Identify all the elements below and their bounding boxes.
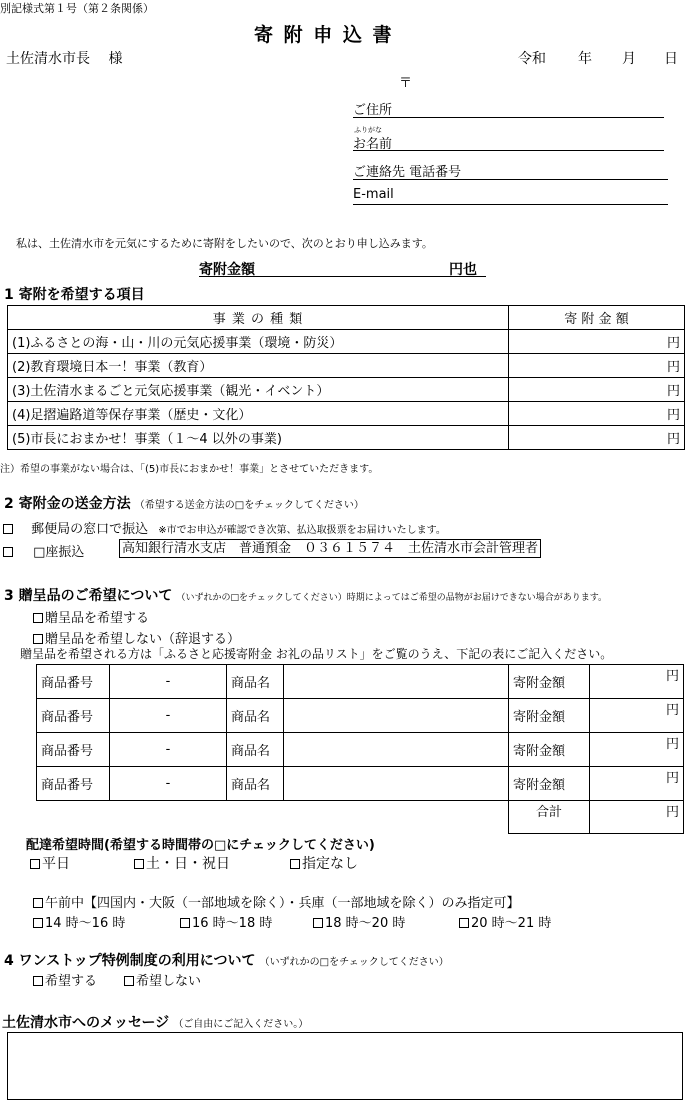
slot-label: 14 時～16 時 <box>45 916 126 931</box>
amount-cell[interactable]: 円 <box>509 354 685 378</box>
amount-cell[interactable]: 円 <box>509 402 685 426</box>
project-label: (1)ふるさとの海・山・川の元気応援事業（環境・防災） <box>8 330 509 354</box>
product-no-label: 商品番号 <box>37 767 110 801</box>
project-label: (3)土佐清水まるごと元気応援事業（観光・イベント） <box>8 378 509 402</box>
email-field[interactable] <box>353 187 668 205</box>
section2-heading: 2 寄附金の送金方法 <box>4 496 131 512</box>
table-row <box>37 733 684 767</box>
no-preference-label: 指定なし <box>302 856 358 872</box>
name-field[interactable] <box>353 133 664 151</box>
bank-option[interactable] <box>3 541 84 560</box>
morning-checkbox[interactable] <box>33 898 43 908</box>
gift-table <box>36 664 684 834</box>
gift-amount-input[interactable]: 円 <box>590 767 684 801</box>
intro-text: 私は、土佐清水市を元気にするために寄附をしたいので、次のとおり申し込みます。 <box>16 237 433 250</box>
product-name-input[interactable] <box>284 733 509 767</box>
product-no-input[interactable]: - <box>110 699 227 733</box>
name-ruby: ふりがな <box>354 126 382 134</box>
postal-option[interactable] <box>3 518 446 537</box>
onestop-yes-checkbox[interactable] <box>33 976 43 986</box>
product-name-label: 商品名 <box>227 733 284 767</box>
onestop-yes-option[interactable] <box>33 970 97 989</box>
slot-option[interactable] <box>459 912 551 931</box>
slot-checkbox[interactable] <box>180 918 190 928</box>
product-name-label: 商品名 <box>227 767 284 801</box>
message-heading: 土佐清水市へのメッセージ <box>2 1015 170 1031</box>
product-no-input[interactable]: - <box>110 665 227 699</box>
date-year: 年 <box>578 51 592 67</box>
gift-want-label: 贈呈品を希望する <box>45 611 150 626</box>
bank-account-box: 高知銀行清水支店 普通預金 ０３６１５７４ 土佐清水市会計管理者 <box>119 539 541 558</box>
section1-note: 注）希望の事業がない場合は、「(5)市長におまかせ！事業」とさせていただきます。 <box>0 464 379 475</box>
bank-checkbox[interactable] <box>3 547 13 557</box>
product-name-input[interactable] <box>284 699 509 733</box>
table-row <box>8 402 685 426</box>
gift-amount-label: 寄附金額 <box>509 767 590 801</box>
postal-mark: 〒 <box>399 76 413 91</box>
weekend-label: 土・日・祝日 <box>146 856 230 872</box>
delivery-weekday[interactable] <box>30 853 70 873</box>
addressee: 土佐清水市長 様 <box>6 51 123 67</box>
date-day: 日 <box>664 51 678 67</box>
onestop-no-checkbox[interactable] <box>124 976 134 986</box>
slot-option[interactable] <box>313 912 405 931</box>
gift-decline-label: 贈呈品を希望しない（辞退する） <box>45 632 241 647</box>
date-era: 令和 <box>518 51 546 67</box>
postal-option-note: ※市でお申込が確認でき次第、払込取扱票をお届けいたします。 <box>158 525 446 536</box>
weekday-label: 平日 <box>42 856 70 872</box>
postal-checkbox[interactable] <box>3 524 13 534</box>
section4-heading-note: （いずれかの□をチェックしてください） <box>259 957 449 968</box>
weekend-checkbox[interactable] <box>134 859 144 869</box>
section2-heading-note: （希望する送金方法の□をチェックしてください） <box>134 500 364 511</box>
table-row <box>37 767 684 801</box>
gift-amount-label: 寄附金額 <box>509 699 590 733</box>
message-heading-note: （ご自由にご記入ください。） <box>173 1019 309 1030</box>
table-row <box>37 665 684 699</box>
delivery-none[interactable] <box>290 853 358 873</box>
product-name-label: 商品名 <box>227 665 284 699</box>
message-heading-line <box>2 1012 308 1032</box>
gift-decline-checkbox[interactable] <box>33 634 43 644</box>
name-label: お名前 <box>353 137 393 152</box>
table-row <box>8 426 685 450</box>
gift-want-option[interactable] <box>33 607 149 626</box>
onestop-no-option[interactable] <box>124 970 201 989</box>
table-row <box>8 378 685 402</box>
product-no-label: 商品番号 <box>37 733 110 767</box>
total-label: 合計 <box>509 801 590 834</box>
slot-label: 18 時～20 時 <box>325 916 406 931</box>
slot-checkbox[interactable] <box>33 918 43 928</box>
phone-field[interactable] <box>353 161 668 180</box>
product-no-label: 商品番号 <box>37 699 110 733</box>
table-row <box>8 330 685 354</box>
slot-label: 16 時～18 時 <box>192 916 273 931</box>
gift-instruction: 贈呈品を希望される方は「ふるさと応援寄附金 お礼の品リスト」をご覧のうえ、下記の表にご記入ください。 <box>20 647 613 661</box>
total-amount-input[interactable]: 円 <box>590 801 684 834</box>
donation-total-unit: 円也 <box>449 262 477 278</box>
section4-heading-line <box>4 950 449 970</box>
gift-amount-input[interactable]: 円 <box>590 733 684 767</box>
slot-option[interactable] <box>180 912 272 931</box>
onestop-no-label: 希望しない <box>136 974 202 989</box>
table-row <box>8 354 685 378</box>
slot-checkbox[interactable] <box>313 918 323 928</box>
product-no-label: 商品番号 <box>37 665 110 699</box>
form-reference: 別記様式第１号（第２条関係） <box>0 2 154 15</box>
morning-label: 午前中【四国内・大阪（一部地域を除く）・兵庫（一部地域を除く）のみ指定可】 <box>45 896 520 911</box>
col-project-header: 事 業 の 種 類 <box>8 306 509 330</box>
slot-option[interactable] <box>33 912 125 931</box>
date-month: 月 <box>622 51 636 67</box>
weekday-checkbox[interactable] <box>30 859 40 869</box>
product-name-input[interactable] <box>284 767 509 801</box>
table-row <box>37 699 684 733</box>
slot-checkbox[interactable] <box>459 918 469 928</box>
project-table <box>7 305 685 450</box>
delivery-weekend[interactable] <box>134 853 230 873</box>
onestop-yes-label: 希望する <box>45 974 98 989</box>
product-no-input[interactable]: - <box>110 767 227 801</box>
address-field[interactable] <box>353 99 664 118</box>
amount-cell[interactable]: 円 <box>509 426 685 450</box>
message-textarea[interactable] <box>7 1032 683 1100</box>
gift-amount-input[interactable]: 円 <box>590 699 684 733</box>
postal-option-label: 郵便局の窓口で振込 <box>31 522 149 537</box>
morning-option[interactable] <box>33 892 520 911</box>
section1-heading: 1 寄附を希望する項目 <box>4 287 145 303</box>
product-name-input[interactable] <box>284 665 509 699</box>
gift-amount-input[interactable]: 円 <box>590 665 684 699</box>
email-label: E-mail <box>353 187 394 202</box>
slot-label: 20 時～21 時 <box>471 916 552 931</box>
gift-amount-label: 寄附金額 <box>509 733 590 767</box>
page-title: 寄 附 申 込 書 <box>254 24 394 46</box>
amount-cell[interactable]: 円 <box>509 330 685 354</box>
project-label: (5)市長におまかせ！事業（１～4 以外の事業) <box>8 426 509 450</box>
col-amount-header: 寄 附 金 額 <box>509 306 685 330</box>
contact-label: ご連絡先 電話番号 <box>353 165 462 180</box>
product-no-input[interactable]: - <box>110 733 227 767</box>
bank-option-label: □座振込 <box>33 545 85 560</box>
product-name-label: 商品名 <box>227 699 284 733</box>
project-label: (2)教育環境日本一！事業（教育） <box>8 354 509 378</box>
delivery-heading: 配達希望時間(希望する時間帯の□にチェックしてください) <box>26 838 375 853</box>
donation-total[interactable] <box>199 259 486 277</box>
donation-total-label: 寄附金額 <box>199 262 255 278</box>
gift-amount-label: 寄附金額 <box>509 665 590 699</box>
section3-heading: 3 贈呈品のご希望について <box>4 588 173 604</box>
gift-want-checkbox[interactable] <box>33 613 43 623</box>
project-label: (4)足摺遍路道等保存事業（歴史・文化） <box>8 402 509 426</box>
section3-heading-line <box>4 585 607 605</box>
total-row <box>37 801 684 834</box>
amount-cell[interactable]: 円 <box>509 378 685 402</box>
address-label: ご住所 <box>353 103 393 118</box>
section3-heading-note: （いずれかの□をチェックしてください）時期によってはご希望の品物がお届けできない場合があります。 <box>176 593 608 603</box>
section2-heading-line <box>4 493 364 513</box>
no-preference-checkbox[interactable] <box>290 859 300 869</box>
section4-heading: 4 ワンストップ特例制度の利用について <box>4 953 256 969</box>
